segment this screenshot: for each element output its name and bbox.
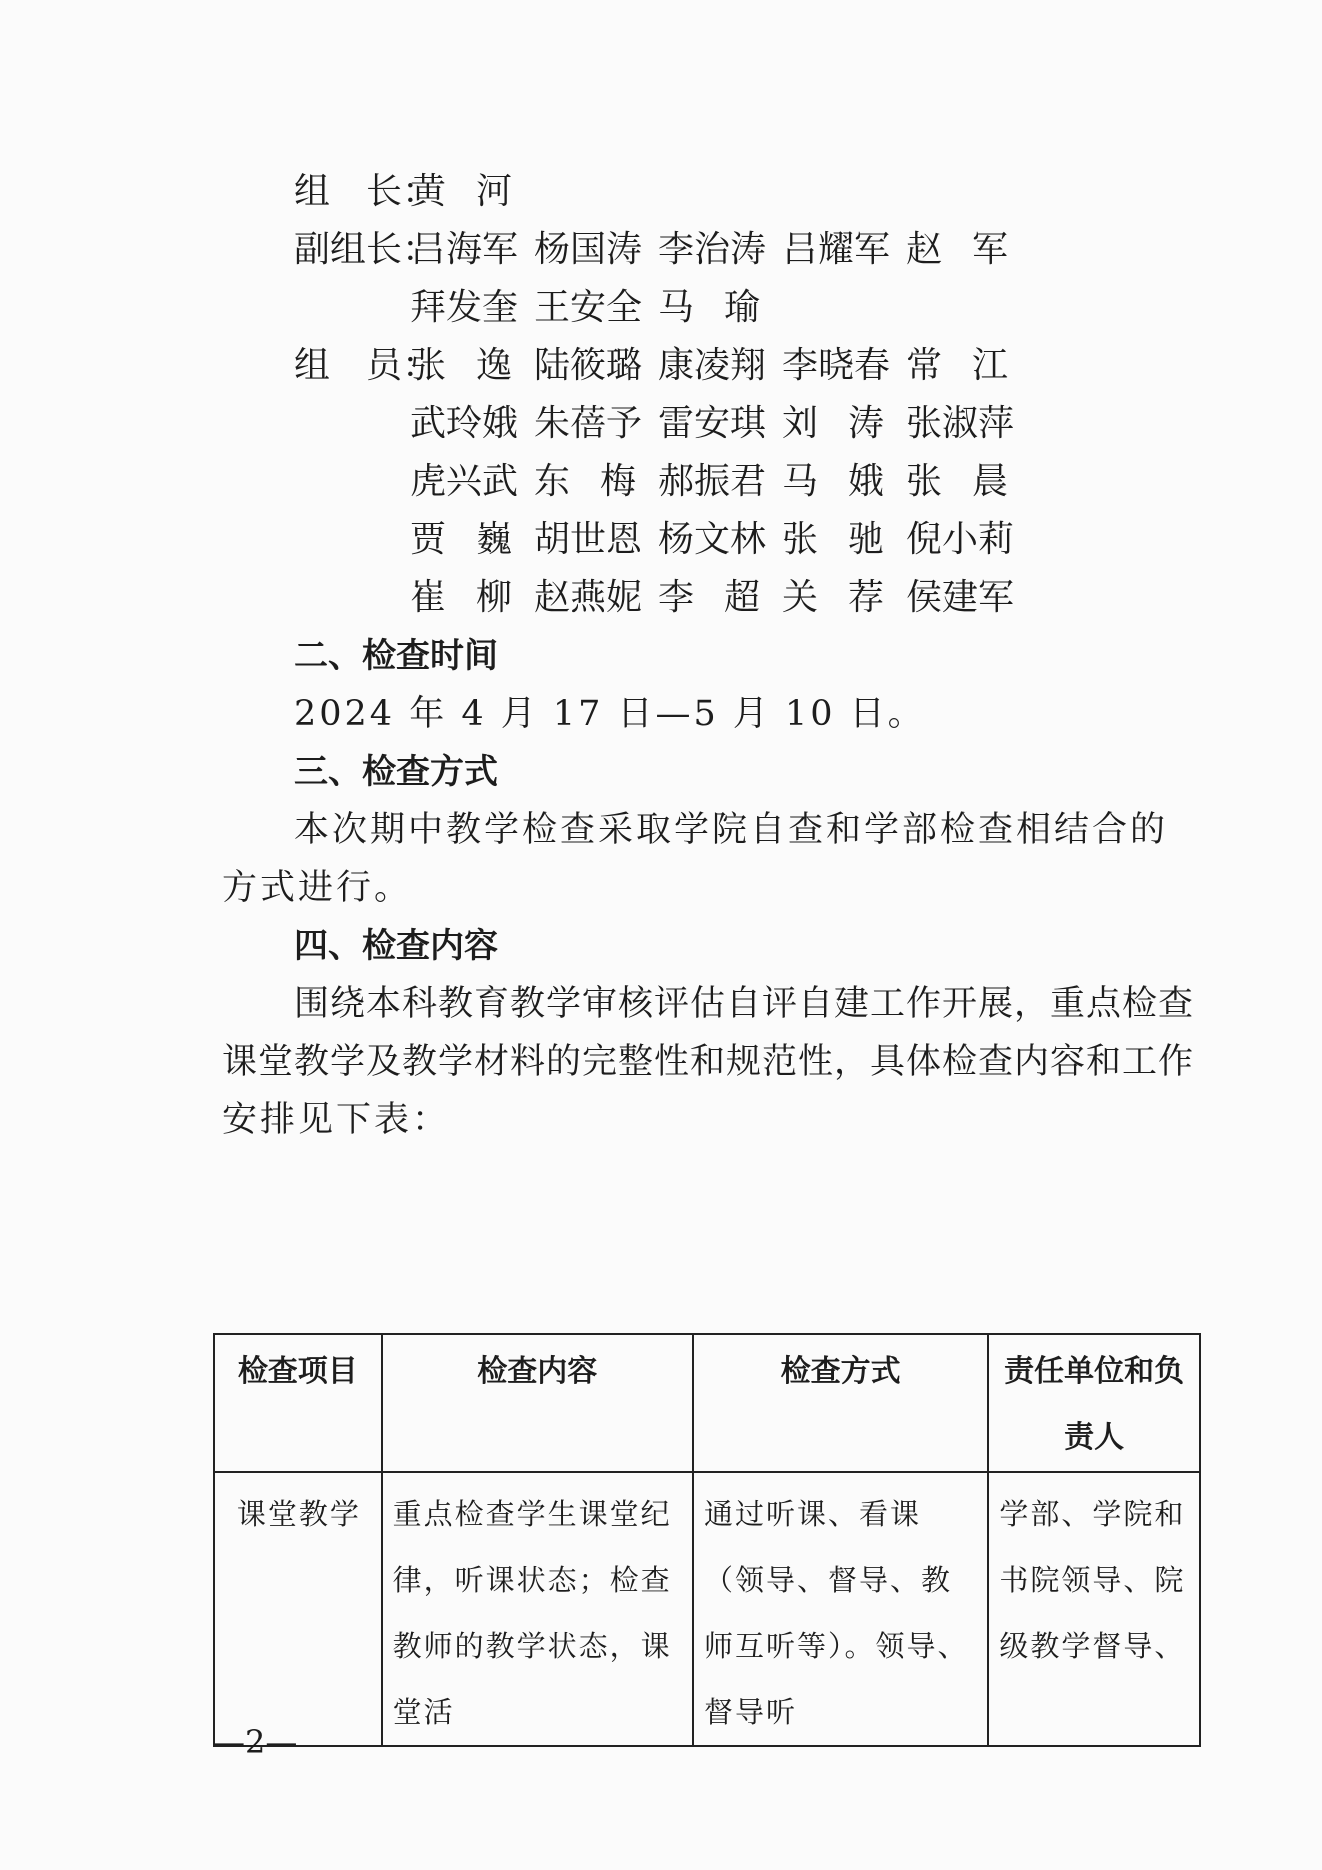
- table-header-cell: [988, 1334, 1200, 1472]
- member-name: 雷安琪: [658, 403, 767, 444]
- method-paragraph-line: 方式进行。: [222, 868, 413, 908]
- deputy-name: 赵军: [906, 229, 1039, 270]
- member-name: 杨文林: [658, 519, 767, 560]
- section-heading-content: 四、检查内容: [294, 926, 498, 966]
- member-name: 张逸: [410, 345, 543, 386]
- member-label: 组 员：: [294, 345, 439, 386]
- table-header-text: 责任单位和负责人: [1004, 1354, 1185, 1455]
- section-heading-time: 二、检查时间: [294, 636, 498, 676]
- member-name: 李晓春: [782, 345, 891, 386]
- member-name: 赵燕妮: [534, 577, 643, 618]
- inspection-table: [213, 1333, 1201, 1747]
- leader-label: 组 长：: [294, 171, 439, 212]
- deputy-name: 拜发奎: [410, 287, 519, 328]
- section-heading-method: 三、检查方式: [294, 752, 498, 792]
- table-header-cell: 检查项目: [214, 1334, 382, 1472]
- member-name: 贾巍: [410, 519, 543, 560]
- member-name: 东梅: [534, 461, 667, 502]
- content-paragraph-line: 围绕本科教育教学审核评估自评自建工作开展，重点检查: [294, 984, 1195, 1024]
- table-header-cell: 检查方式: [693, 1334, 988, 1472]
- member-name: 陆筱璐: [534, 345, 643, 386]
- member-name: 张驰: [782, 519, 915, 560]
- deputy-name: 王安全: [534, 287, 643, 328]
- page-number: —2—: [213, 1723, 298, 1761]
- member-name: 刘涛: [782, 403, 915, 444]
- member-name: 侯建军: [906, 577, 1015, 618]
- deputy-name: 马瑜: [658, 287, 791, 328]
- content-paragraph-line: 课堂教学及教学材料的完整性和规范性，具体检查内容和工作: [222, 1042, 1195, 1082]
- deputy-label: 副组长：: [294, 229, 439, 270]
- member-name: 朱蓓予: [534, 403, 643, 444]
- leader-name: 黄河: [410, 171, 543, 212]
- deputy-name: 杨国涛: [534, 229, 643, 270]
- content-paragraph-line: 安排见下表：: [222, 1100, 451, 1140]
- member-name: 李超: [658, 577, 791, 618]
- member-name: 崔柳: [410, 577, 543, 618]
- cell-text: 通过听课、看课（领导、督导、教师互听等）。领导、督导听: [703, 1497, 969, 1729]
- member-name: 郝振君: [658, 461, 767, 502]
- table-cell-item: 课堂教学: [214, 1472, 382, 1746]
- deputy-name: 李治涛: [658, 229, 767, 270]
- method-paragraph-line: 本次期中教学检查采取学院自查和学部检查相结合的: [294, 810, 1169, 850]
- member-name: 倪小莉: [906, 519, 1015, 560]
- member-name: 常江: [906, 345, 1039, 386]
- table-header-cell: 检查内容: [382, 1334, 693, 1472]
- table-cell-owner: [988, 1472, 1200, 1746]
- member-name: 马娥: [782, 461, 915, 502]
- deputy-name: 吕海军: [410, 229, 519, 270]
- table-row: [214, 1472, 1200, 1746]
- table-cell-method: [693, 1472, 988, 1746]
- member-name: 康凌翔: [658, 345, 767, 386]
- member-name: 关荐: [782, 577, 915, 618]
- member-name: 张晨: [906, 461, 1039, 502]
- member-name: 武玲娥: [410, 403, 519, 444]
- inspection-time-text: 2024 年 4 月 17 日—5 月 10 日。: [294, 694, 926, 734]
- member-name: 张淑萍: [906, 403, 1015, 444]
- cell-text: 学部、学院和书院领导、院级教学督导、: [999, 1497, 1186, 1663]
- cell-text: 重点检查学生课堂纪律，听课状态；检查教师的教学状态，课堂活: [392, 1497, 672, 1729]
- deputy-name: 吕耀军: [782, 229, 891, 270]
- member-name: 胡世恩: [534, 519, 643, 560]
- member-name: 虎兴武: [410, 461, 519, 502]
- table-header-row: [214, 1334, 1200, 1472]
- table-cell-content: [382, 1472, 693, 1746]
